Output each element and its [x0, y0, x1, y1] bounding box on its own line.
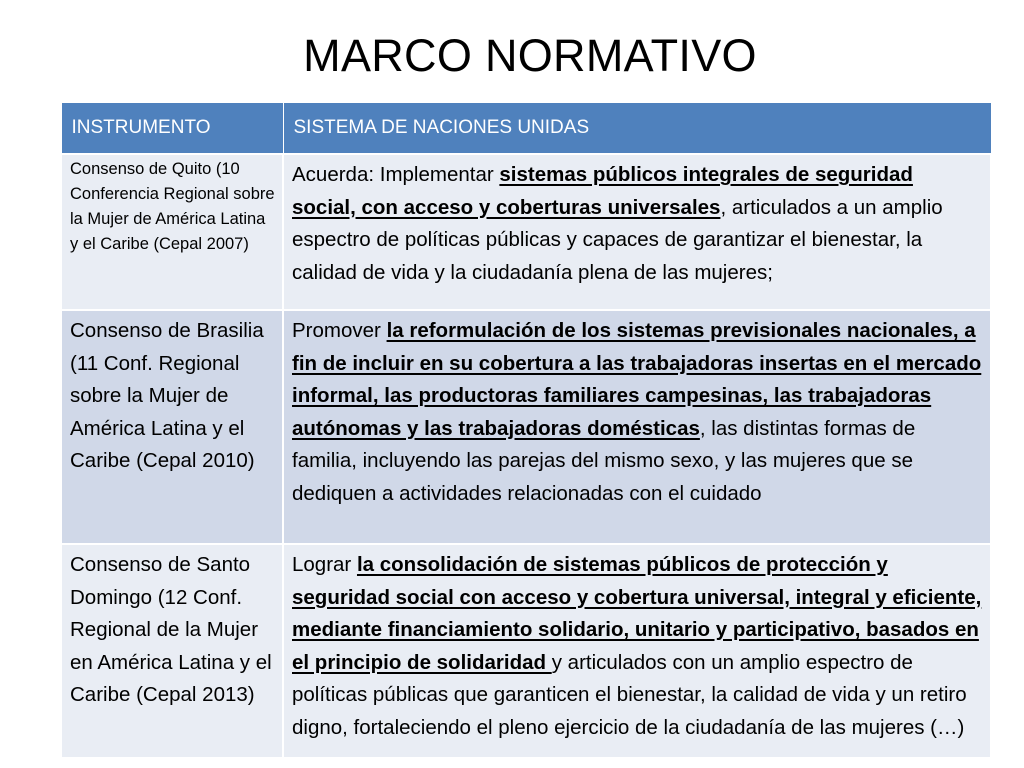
description-cell [283, 154, 991, 310]
instrument-cell: Consenso de Santo Domingo (12 Conf. Regional de la Mujer en América Latina y el Caribe (Cepal 2013) [61, 544, 283, 758]
description-text: Promover [292, 319, 387, 342]
description-cell [283, 310, 991, 544]
description-text: y articulados con un amplio espectro de políticas públicas que garanticen el bienestar, la calidad de vida y un retiro digno, fortaleciendo el pleno ejercicio de la ciudadanía de las mujeres (…) [292, 650, 967, 739]
description-text: Lograr [292, 553, 357, 576]
header-system: SISTEMA DE NACIONES UNIDAS [283, 103, 991, 155]
instrument-cell: Consenso de Brasilia (11 Conf. Regional sobre la Mujer de América Latina y el Caribe (Cepal 2010) [61, 310, 283, 544]
instrument-cell: Consenso de Quito (10 Conferencia Regional sobre la Mujer de América Latina y el Caribe (Cepal 2007) [61, 154, 283, 310]
description-highlight: la reformulación de los sistemas previsionales nacionales, a fin de incluir en su cobertura a las trabajadoras insertas en el mercado informal, las productoras familiares campesinas, las trabajadoras autónomas y las trabajadoras domésticas [292, 319, 982, 440]
table-row [61, 544, 991, 758]
header-instrument: INSTRUMENTO [61, 103, 283, 155]
description-text: , articulados a un amplio espectro de políticas públicas y capaces de garantizar el bienestar, la calidad de vida y la ciudadanía plena de las mujeres; [292, 195, 943, 284]
description-cell [283, 544, 991, 758]
table-header-row [61, 103, 991, 155]
slide-title: MARCO NORMATIVO [303, 30, 757, 81]
description-text: , las distintas formas de familia, incluyendo las parejas del mismo sexo, y las mujeres que se dediquen a actividades relacionadas con el cuidado [292, 416, 916, 505]
description-highlight: sistemas públicos integrales de seguridad social, con acceso y coberturas universales [292, 163, 913, 219]
description-highlight: la consolidación de sistemas públicos de protección y seguridad social con acceso y cobertura universal, integral y eficiente, mediante financiamiento solidario, unitario y participativo, basados en el principio de solidaridad [292, 553, 982, 674]
description-text: Acuerda: Implementar [292, 163, 500, 186]
table-row [61, 154, 991, 310]
table-row [61, 310, 991, 544]
normative-table [60, 102, 992, 759]
